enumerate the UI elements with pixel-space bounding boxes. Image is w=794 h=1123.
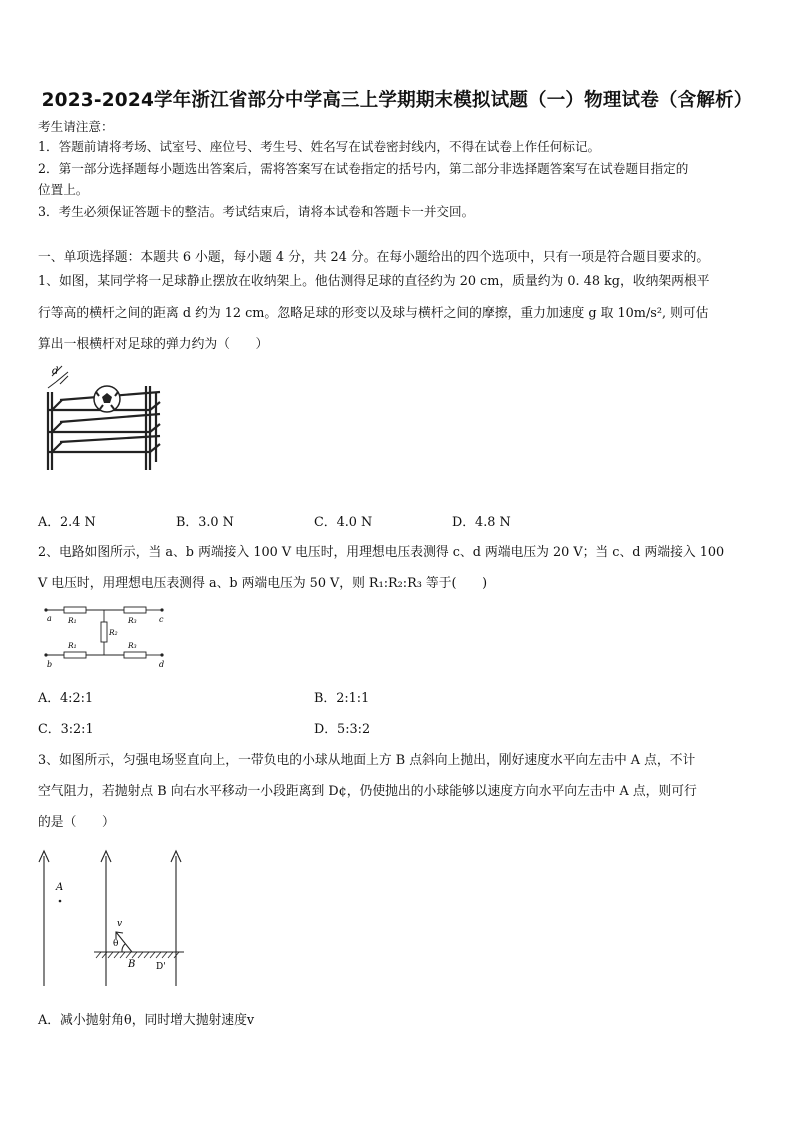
q1-line: 1、如图，某同学将一足球静止摆放在收纳架上。他估测得足球的直径约为 20 cm，质量约为 0. 48 kg，收纳架两根平 bbox=[38, 274, 710, 289]
fig-d-label: d bbox=[52, 366, 59, 377]
q3-line: 的是（ ） bbox=[38, 815, 115, 830]
q2-line: 2、电路如图所示，当 a、b 两端接入 100 V 电压时，用理想电压表测得 c、d 两端电压为 20 V；当 c、d 两端接入 100 bbox=[38, 545, 725, 560]
circuit-figure bbox=[38, 600, 173, 670]
q2-line: V 电压时，用理想电压表测得 a、b 两端电压为 50 V，则 R₁:R₂:R₃ 等于( ) bbox=[38, 576, 488, 591]
r2-label: R₂ bbox=[109, 628, 118, 637]
shoe-rack-figure bbox=[38, 362, 166, 474]
q1-line: 算出一根横杆对足球的弹力约为（ ） bbox=[38, 337, 269, 352]
section-heading: 一、单项选择题：本题共 6 小题，每小题 4 分，共 24 分。在每小题给出的四个选项中，只有一项是符合题目要求的。 bbox=[38, 250, 710, 265]
r1-top-label: R₁ bbox=[68, 616, 77, 625]
q3-option-a: A．减小抛射角θ，同时增大抛射速度v bbox=[38, 1013, 255, 1028]
point-d-label: D' bbox=[156, 962, 166, 972]
q2-option-b: B．2:1:1 bbox=[314, 691, 370, 706]
theta-label: θ bbox=[113, 939, 119, 949]
q2-option-d: D．5:3:2 bbox=[314, 722, 371, 737]
notice-item: 3．考生必须保证答题卡的整洁。考试结束后，请将本试卷和答题卡一并交回。 bbox=[38, 204, 475, 219]
r3-bottom-label: R₃ bbox=[128, 641, 137, 650]
terminal-d: d bbox=[159, 660, 165, 669]
q1-option-c: C．4.0 N bbox=[314, 515, 373, 530]
notice-heading: 考生请注意： bbox=[38, 119, 114, 134]
point-a-label: A bbox=[56, 882, 64, 893]
page-title: 2023-2024学年浙江省部分中学高三上学期期末模拟试题（一）物理试卷（含解析） bbox=[41, 90, 753, 111]
q3-line: 空气阻力，若抛射点 B 向右水平移动一小段距离到 D¢，仍使抛出的小球能够以速度方向水平向左击中 A 点，则可行 bbox=[38, 784, 697, 799]
q1-line: 行等高的横杆之间的距离 d 约为 12 cm。忽略足球的形变以及球与横杆之间的摩擦，重力加速度 g 取 10m/s², 则可估 bbox=[38, 306, 709, 321]
q1-option-a: A．2.4 N bbox=[38, 515, 96, 530]
football bbox=[94, 386, 120, 412]
terminal-c: c bbox=[159, 615, 164, 624]
r3-top-label: R₃ bbox=[128, 616, 137, 625]
terminal-a: a bbox=[47, 614, 52, 623]
velocity-label: v bbox=[117, 919, 123, 929]
q1-option-b: B．3.0 N bbox=[176, 515, 234, 530]
q2-option-a: A．4:2:1 bbox=[38, 691, 94, 706]
notice-item: 2．第一部分选择题每小题选出答案后，需将答案写在试卷指定的括号内，第二部分非选择题答案写在试卷题目指定的 bbox=[38, 161, 689, 176]
r1-bottom-label: R₁ bbox=[68, 641, 77, 650]
point-b-label: B bbox=[128, 959, 136, 970]
notice-item: 位置上。 bbox=[38, 182, 89, 197]
q2-option-c: C．3:2:1 bbox=[38, 722, 94, 737]
terminal-b: b bbox=[47, 660, 53, 669]
q3-line: 3、如图所示，匀强电场竖直向上，一带负电的小球从地面上方 B 点斜向上抛出，刚好速度水平向左击中 A 点，不计 bbox=[38, 753, 696, 768]
notice-item: 1．答题前请将考场、试室号、座位号、考生号、姓名写在试卷密封线内，不得在试卷上作任何标记。 bbox=[38, 139, 601, 154]
q1-option-d: D．4.8 N bbox=[452, 515, 511, 530]
electric-field-figure bbox=[36, 846, 196, 988]
